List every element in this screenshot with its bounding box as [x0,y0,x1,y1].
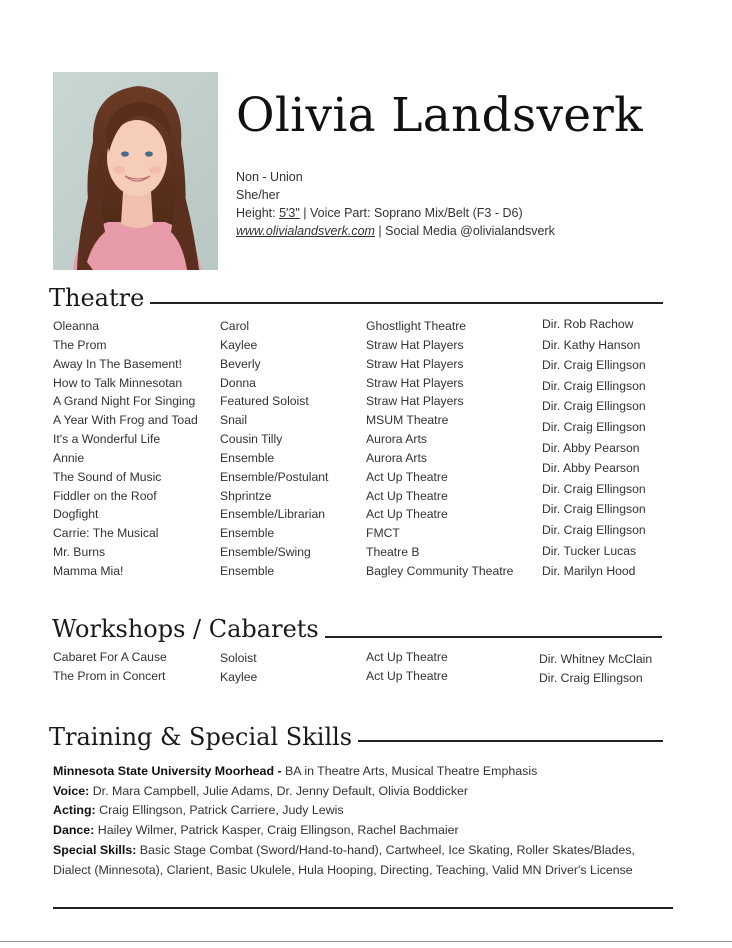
theatre-company: Straw Hat Players [366,337,464,352]
training-heading: Training & Special Skills [49,723,358,751]
theatre-show: The Prom [53,337,107,352]
workshops-directors-column [539,650,652,688]
theatre-director: Dir. Craig Ellingson [542,358,646,373]
theatre-company: MSUM Theatre [366,413,449,428]
theatre-director: Dir. Craig Ellingson [542,502,646,517]
acting-line [53,801,668,821]
workshop-director: Dir. Whitney McClain [539,652,653,666]
voice-text: Dr. Mara Campbell, Julie Adams, Dr. Jenny Default, Olivia Boddicker [92,783,469,798]
theatre-director: Dir. Craig Ellingson [542,481,646,496]
website-link[interactable]: www.olivialandsverk.com [236,224,375,238]
theatre-roles-column [220,317,328,581]
theatre-role: Shprintze [220,488,272,503]
theatre-role: Ensemble [220,450,275,465]
theatre-director: Dir. Abby Pearson [542,440,640,455]
headshot-illustration [53,72,218,270]
voice-part: | Voice Part: Soprano Mix/Belt (F3 - D6) [299,206,523,220]
theatre-company: Act Up Theatre [366,488,448,503]
dance-line [53,821,668,841]
education-line [53,762,668,782]
theatre-role: Ensemble/Postulant [220,469,329,484]
workshops-roles-column [220,649,257,687]
workshop-show: Cabaret For A Cause [53,650,167,664]
theatre-show: Mamma Mia! [53,563,124,578]
theatre-show: Oleanna [53,319,100,333]
height-voice-line [236,204,555,222]
social-media: | Social Media @olivialandsverk [374,224,555,238]
training-rule [348,740,663,742]
theatre-company: Act Up Theatre [366,469,448,484]
voice-label: Voice: [53,783,93,798]
theatre-director: Dir. Craig Ellingson [542,378,646,393]
theatre-show: How to Talk Minnesotan [53,375,183,390]
theatre-company: Straw Hat Players [366,394,464,409]
workshops-heading: Workshops / Cabarets [52,615,325,643]
workshops-companies-column [366,648,448,686]
theatre-director: Dir. Craig Ellingson [542,522,646,537]
theatre-director: Dir. Rob Rachow [542,317,634,331]
dance-text: Hailey Wilmer, Patrick Kasper, Craig Ellingson, Rachel Bachmaier [97,823,459,838]
union-status: Non - Union [236,170,303,184]
theatre-rule [146,302,663,304]
theatre-company: Theatre B [366,545,420,560]
theatre-company: Bagley Community Theatre [366,563,514,578]
workshops-rule [316,636,662,638]
theatre-show: Dogfight [53,507,99,522]
theatre-company: Straw Hat Players [366,375,464,390]
theatre-company: Aurora Arts [366,432,427,447]
school-label: Minnesota State University Moorhead - [53,764,286,778]
theatre-role: Carol [220,319,250,333]
theatre-show: Away In The Basement! [53,356,182,371]
theatre-role: Ensemble [220,526,275,541]
theatre-role: Donna [220,375,256,390]
theatre-heading: Theatre [49,284,150,312]
pronouns: She/her [236,188,280,202]
skills-text: Basic Stage Combat (Sword/Hand-to-hand), Cartwheel, Ice Skating, Roller Skates/Blades, Dialect (Minnesota), Clarient, Basic Ukulele, Hula Hooping, Directing, Teaching, Valid MN Driver's License [53,842,635,877]
headshot-photo [53,72,218,270]
theatre-company: Aurora Arts [366,450,427,465]
theatre-role: Kaylee [220,337,258,352]
theatre-role: Cousin Tilly [220,432,283,447]
workshop-show: The Prom in Concert [53,668,166,683]
theatre-role: Beverly [220,356,261,371]
theatre-company: FMCT [366,526,400,541]
theatre-show: It's a Wonderful Life [53,432,161,447]
theatre-director: Dir. Kathy Hanson [542,337,641,352]
theatre-companies-column [366,317,513,581]
theatre-company: Ghostlight Theatre [366,319,467,333]
theatre-directors-column [542,314,646,582]
theatre-shows-column [53,317,198,581]
skills-label: Special Skills: [53,842,140,857]
workshop-role: Soloist [220,651,257,665]
theatre-role: Snail [220,413,248,428]
theatre-role: Ensemble/Swing [220,545,311,560]
workshop-role: Kaylee [220,669,258,684]
acting-text: Craig Ellingson, Patrick Carriere, Judy Lewis [99,803,344,818]
workshops-shows-column [53,648,167,686]
theatre-company: Act Up Theatre [366,507,448,522]
theatre-show: Carrie: The Musical [53,526,159,541]
theatre-role: Ensemble [220,563,275,578]
theatre-show: Fiddler on the Roof [53,488,157,503]
theatre-director: Dir. Craig Ellingson [542,399,646,414]
contact-info [236,168,555,240]
theatre-company: Straw Hat Players [366,356,464,371]
theatre-director: Dir. Marilyn Hood [542,564,636,579]
theatre-show: Mr. Burns [53,545,106,560]
school-text: BA in Theatre Arts, Musical Theatre Emphasis [285,764,538,778]
workshop-director: Dir. Craig Ellingson [539,670,643,685]
dance-label: Dance: [53,823,98,838]
theatre-show: A Grand Night For Singing [53,394,196,409]
theatre-director: Dir. Tucker Lucas [542,543,637,558]
special-skills-line [53,841,668,880]
voice-line [53,782,668,802]
height-label: Height: [236,206,280,220]
theatre-director: Dir. Abby Pearson [542,461,640,476]
bottom-rule [53,907,673,909]
theatre-show: A Year With Frog and Toad [53,413,198,428]
acting-label: Acting: [53,803,100,818]
workshop-company: Act Up Theatre [366,650,448,664]
performer-name: Olivia Landsverk [236,88,643,143]
theatre-role: Ensemble/Librarian [220,507,326,522]
theatre-show: The Sound of Music [53,469,162,484]
training-details [53,762,668,880]
web-social-line [236,222,555,240]
height-value: 5'3" [279,206,300,220]
workshop-company: Act Up Theatre [366,668,448,683]
page-edge [0,941,732,942]
theatre-show: Annie [53,450,85,465]
theatre-director: Dir. Craig Ellingson [542,419,646,434]
theatre-role: Featured Soloist [220,394,309,409]
